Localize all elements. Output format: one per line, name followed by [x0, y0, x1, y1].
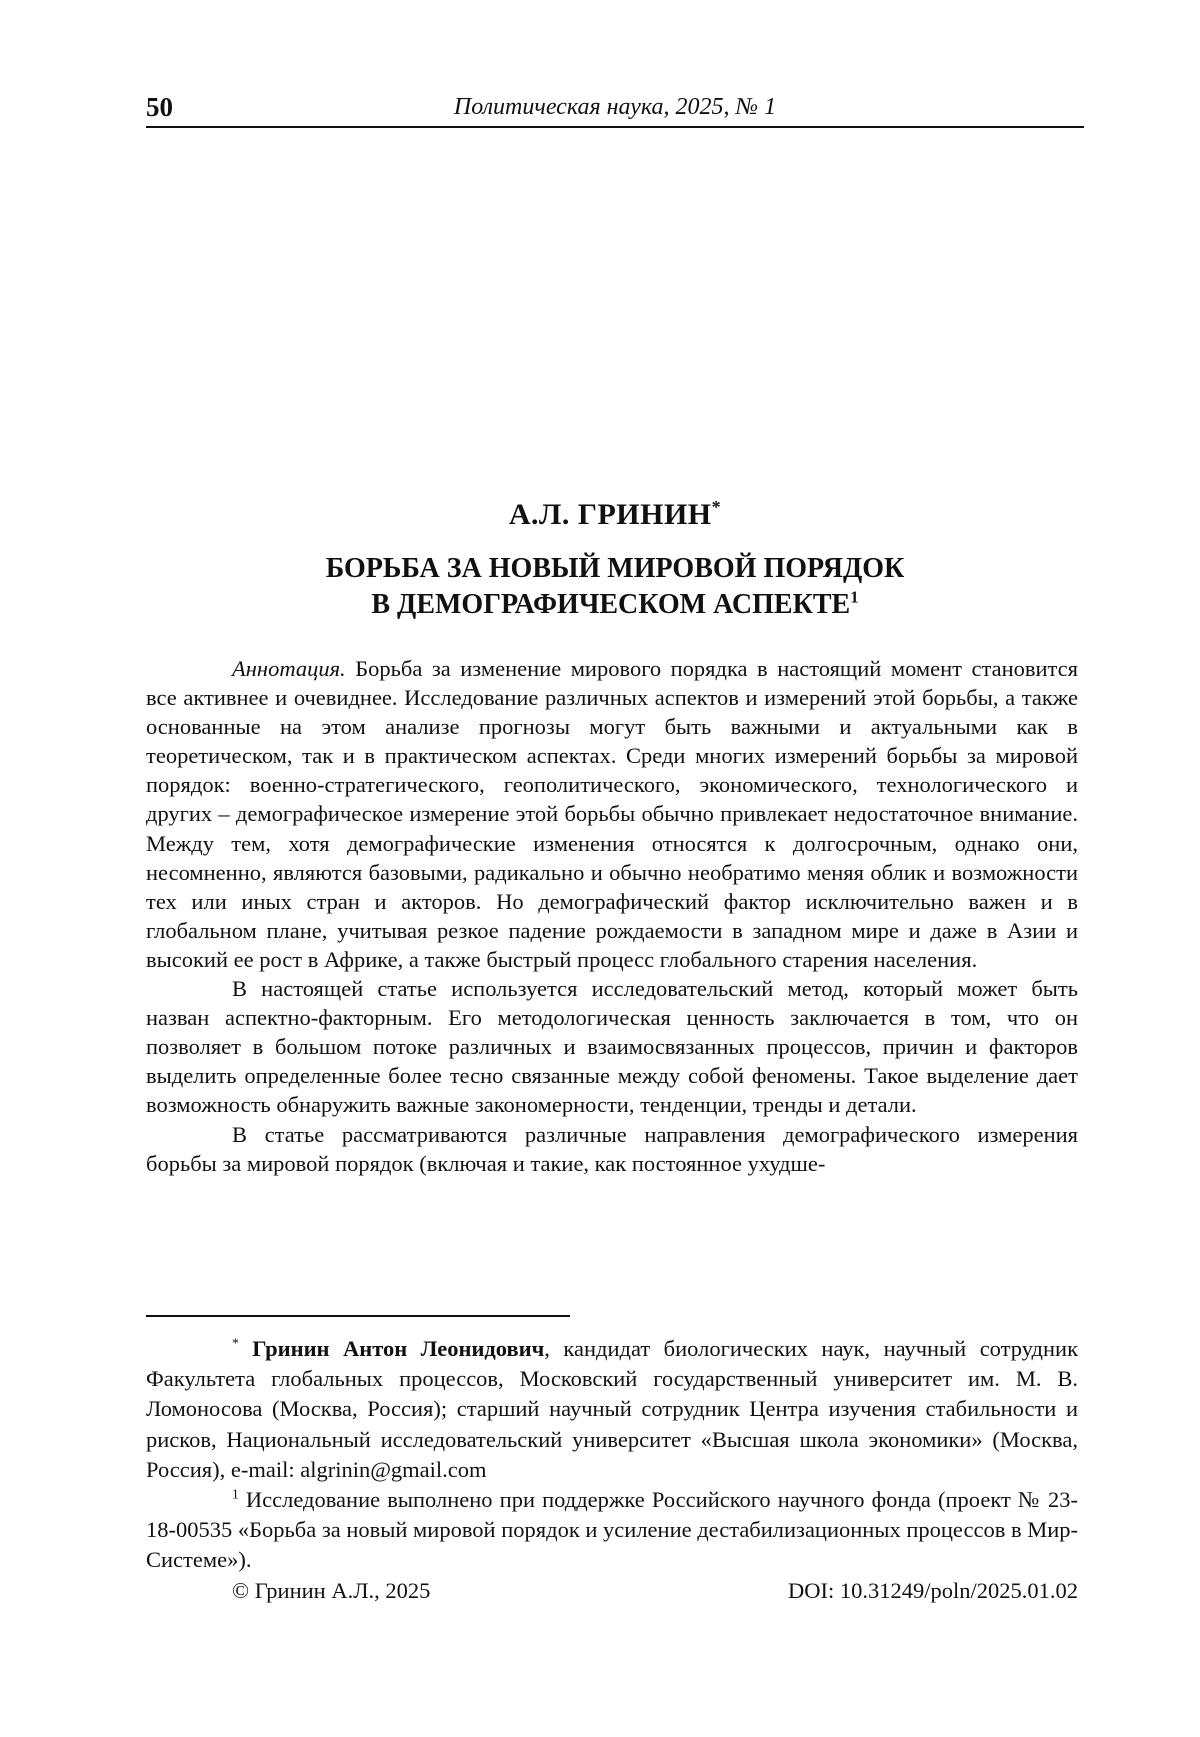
footnote-funding-text: Исследование выполнено при поддержке Российского научного фонда (проект № 23-18-00535 «Борьба за новый мировой порядок и усиление дестабилизационных процессов в Мир-Системе»). [146, 1487, 1078, 1572]
page-number: 50 [146, 92, 173, 122]
doi[interactable]: DOI: 10.31249/poln/2025.01.02 [788, 1576, 1078, 1606]
article-title-line-2 [146, 587, 1084, 623]
footnote-author-mark: * [232, 1336, 239, 1351]
footnotes [146, 1334, 1078, 1576]
journal-title: Политическая наука, 2025, № 1 [146, 92, 1084, 122]
abstract-paragraph-3: В статье рассматриваются различные направления демографического измерения борьбы за мировой порядок (включая и такие, как постоянное ухудше- [146, 1120, 1078, 1178]
footnote-funding-mark: 1 [232, 1487, 239, 1502]
footnote-author-info: , кандидат биологических наук, научный сотрудник Факультета глобальных процессов, Московский государственный университет им. М. В. Ломоносова (Москва, Россия); старший научный сотрудник Центра изучения стабильности и рисков, Национальный исследовательский университет «Высшая школа экономики» (Москва, Россия), e-mail: algrinin@gmail.com [146, 1336, 1078, 1482]
footnote-separator [146, 1315, 570, 1317]
abstract-paragraph-1 [146, 654, 1078, 974]
author-name-text: А.Л. ГРИНИН [509, 498, 712, 531]
running-header [146, 92, 1084, 128]
author-footnote-mark[interactable]: * [712, 497, 722, 517]
abstract [146, 654, 1078, 1178]
author-name [146, 497, 1084, 533]
article-title-line-1: БОРЬБА ЗА НОВЫЙ МИРОВОЙ ПОРЯДОК [146, 551, 1084, 587]
article-title [146, 551, 1084, 623]
title-footnote-mark[interactable]: 1 [850, 588, 858, 607]
footnote-funding [146, 1485, 1078, 1576]
copyright: © Гринин А.Л., 2025 [232, 1576, 430, 1606]
abstract-paragraph-1-text: Борьба за изменение мирового порядка в настоящий момент становится все активнее и очевиднее. Исследование различных аспектов и измерений этой борьбы, а также основанные на этом анализе прогнозы могут быть важными и актуальными как в теоретическом, так и в практическом аспектах. Среди многих измерений борьбы за мировой порядок: военно-стратегического, геополитического, экономического, технологического и других – демографическое измерение этой борьбы обычно привлекает недостаточное внимание. Между тем, хотя демографические изменения относятся к долгосрочным, однако они, несомненно, являются базовыми, радикально и обычно необратимо меняя облик и возможности тех или иных стран и акторов. Но демографический фактор исключительно важен и в глобальном плане, учитывая резкое падение рождаемости в западном мире и даже в Азии и высокий ее рост в Африке, а также быстрый процесс глобального старения населения. [146, 656, 1078, 972]
article-title-line-2-text: В ДЕМОГРАФИЧЕСКОМ АСПЕКТЕ [371, 589, 850, 620]
footnote-author [146, 1334, 1078, 1485]
footnote-author-name: Гринин Антон Леонидович [252, 1336, 544, 1361]
abstract-label: Аннотация. [232, 656, 346, 681]
abstract-paragraph-2: В настоящей статье используется исследовательский метод, который может быть назван аспектно-факторным. Его методологическая ценность заключается в том, что он позволяет в большом потоке различных и взаимосвязанных процессов, причин и факторов выделить определенные более тесно связанные между собой феномены. Такое выделение дает возможность обнаружить важные закономерности, тенденции, тренды и детали. [146, 974, 1078, 1119]
